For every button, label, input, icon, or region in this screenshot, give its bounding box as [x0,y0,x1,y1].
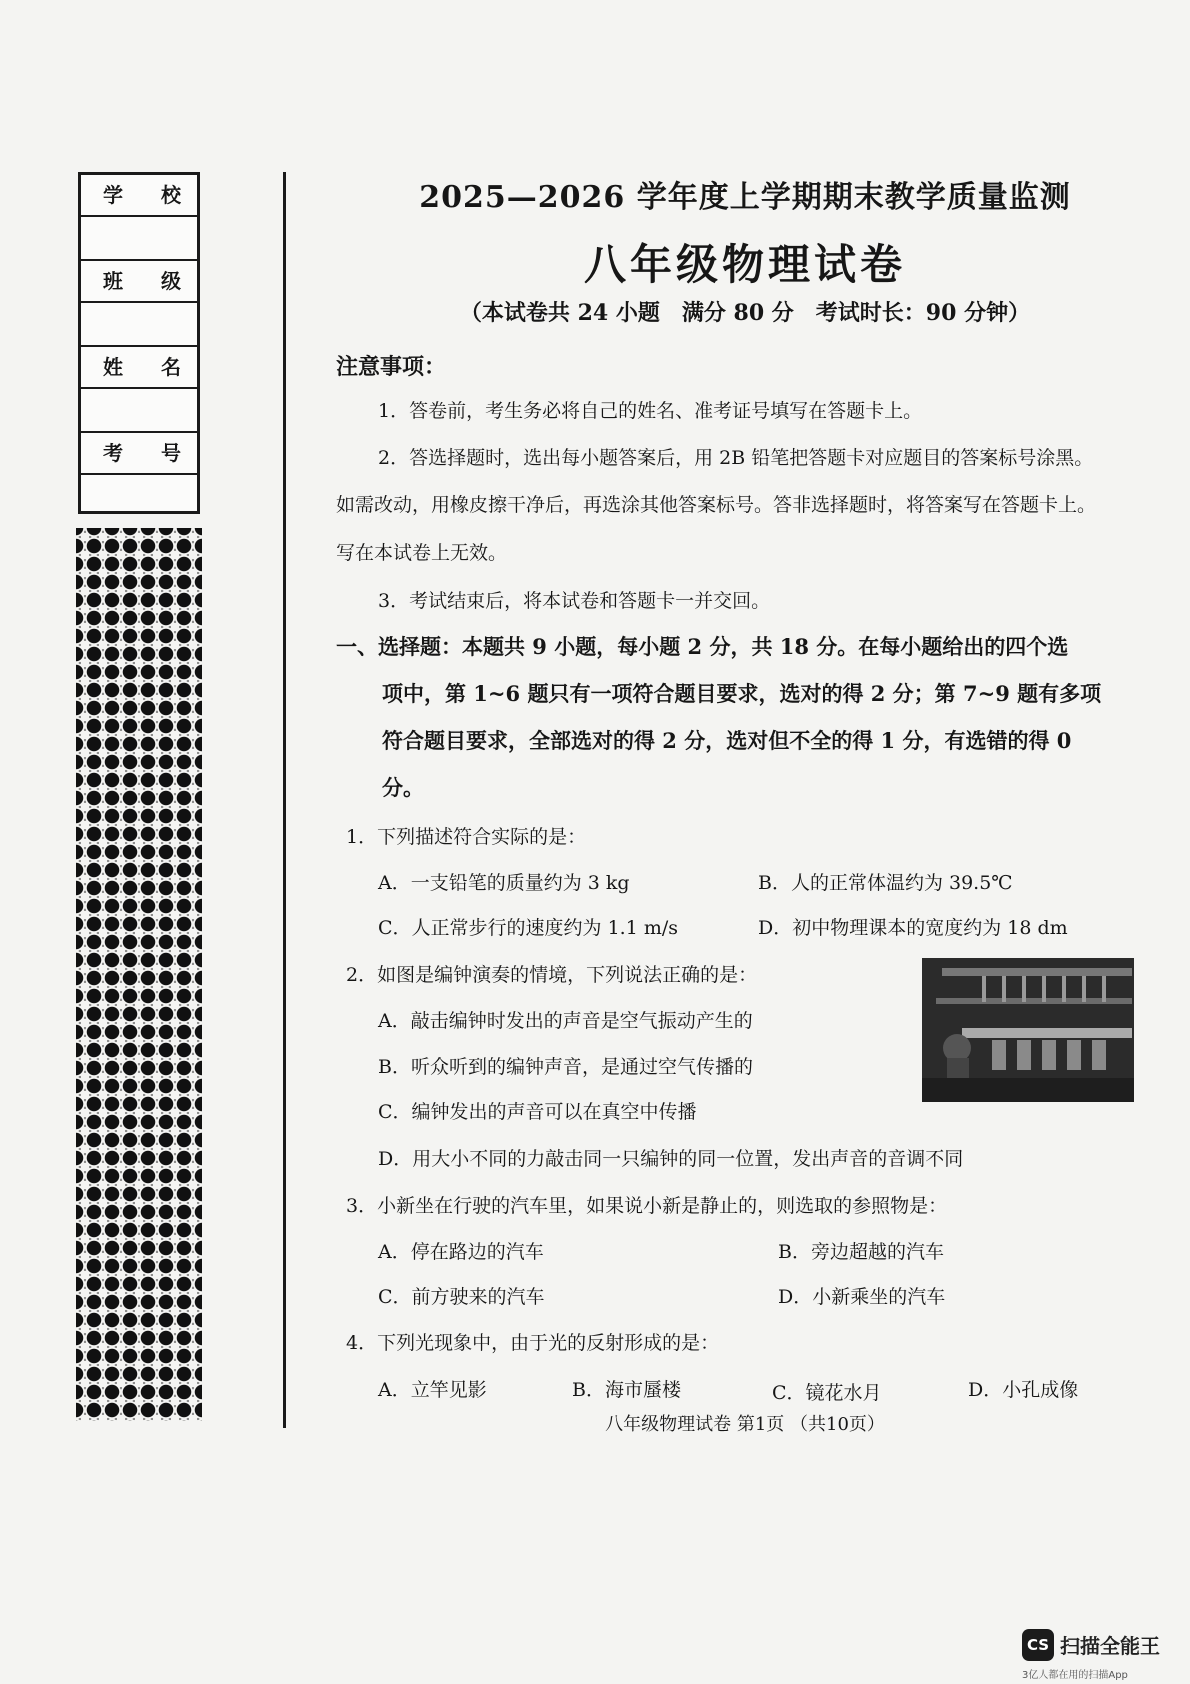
notice-heading: 注意事项： [336,355,447,380]
q3-option-b: B．旁边超越的汽车 [778,1241,944,1263]
q4-option-d: D．小孔成像 [968,1379,1079,1401]
name-label-2: 名 [161,355,181,379]
section1-line3: 符合题目要求，全部选对的得 2 分，选对但不全的得 1 分，有选错的得 0 [382,728,1072,753]
q2-option-b: B．听众听到的编钟声音，是通过空气传播的 [378,1056,753,1078]
exam-title-line2: 八年级物理试卷 [583,240,906,289]
q2-option-c: C．编钟发出的声音可以在真空中传播 [378,1101,697,1123]
camscanner-tagline: 3亿人都在用的扫描App [1022,1670,1128,1681]
q3-option-c: C．前方驶来的汽车 [378,1286,545,1308]
q3-stem: 3．小新坐在行驶的汽车里，如果说小新是静止的，则选取的参照物是： [346,1195,948,1217]
school-label-1: 学 [103,183,123,207]
q4-option-b: B．海市蜃楼 [572,1379,681,1401]
notice-item-3: 3．考试结束后，将本试卷和答题卡一并交回。 [378,590,771,612]
q3-option-d: D．小新乘坐的汽车 [778,1286,946,1308]
page-footer: 八年级物理试卷 第1页 （共10页） [605,1414,885,1435]
exam-no-label-2: 号 [161,441,181,465]
q1-option-d: D．初中物理课本的宽度约为 18 dm [758,917,1068,939]
exam-no-label-row [81,433,197,475]
name-field [81,389,197,433]
school-field [81,217,197,261]
q2-stem: 2．如图是编钟演奏的情境，下列说法正确的是： [346,964,758,986]
q2-option-d: D．用大小不同的力敲击同一只编钟的同一位置，发出声音的音调不同 [378,1148,964,1170]
student-info-box [78,172,200,514]
class-label-2: 级 [161,269,181,293]
notice-item-2-line3: 写在本试卷上无效。 [336,542,508,564]
school-label-row [81,175,197,217]
binding-line [283,172,286,1428]
q1-option-b: B．人的正常体温约为 39.5℃ [758,872,1013,894]
exam-no-field [81,475,197,519]
section1-line2: 项中，第 1~6 题只有一项符合题目要求，选对的得 2 分；第 7~9 题有多项 [382,681,1102,706]
bianzhong-photo [922,958,1134,1102]
name-label-1: 姓 [103,355,123,379]
q4-option-a: A．立竿见影 [378,1379,487,1401]
q4-option-c: C．镜花水月 [772,1382,882,1404]
school-label-2: 校 [161,183,181,207]
class-label-row [81,261,197,303]
q4-stem: 4．下列光现象中，由于光的反射形成的是： [346,1332,720,1354]
q1-option-c: C．人正常步行的速度约为 1.1 m/s [378,917,679,939]
class-label-1: 班 [103,269,123,293]
notice-item-2-line1: 2．答选择题时，选出每小题答案后，用 2B 铅笔把答题卡对应题目的答案标号涂黑。 [378,447,1094,469]
seal-pattern-strip [76,528,202,1421]
q1-option-a: A．一支铅笔的质量约为 3 kg [378,872,630,894]
notice-item-1: 1．答卷前，考生务必将自己的姓名、准考证号填写在答题卡上。 [378,400,923,422]
camscanner-app-name: 扫描全能王 [1060,1634,1160,1658]
exam-subtitle: （本试卷共 24 小题 满分 80 分 考试时长：90 分钟） [459,300,1031,326]
bianzhong-image-icon [922,958,1134,1102]
camscanner-logo-icon: CS [1022,1629,1054,1661]
class-field [81,303,197,347]
section1-line4: 分。 [382,775,424,800]
section1-line1: 一、选择题：本题共 9 小题，每小题 2 分，共 18 分。在每小题给出的四个选 [336,634,1069,659]
q2-option-a: A．敲击编钟时发出的声音是空气振动产生的 [378,1010,753,1032]
q3-option-a: A．停在路边的汽车 [378,1241,544,1263]
notice-item-2-line2: 如需改动，用橡皮擦干净后，再选涂其他答案标号。答非选择题时，将答案写在答题卡上。 [336,494,1097,516]
exam-title-line1: 2025—2026 学年度上学期期末教学质量监测 [419,180,1071,215]
name-label-row [81,347,197,389]
exam-no-label-1: 考 [103,441,123,465]
q1-stem: 1．下列描述符合实际的是： [346,826,587,848]
